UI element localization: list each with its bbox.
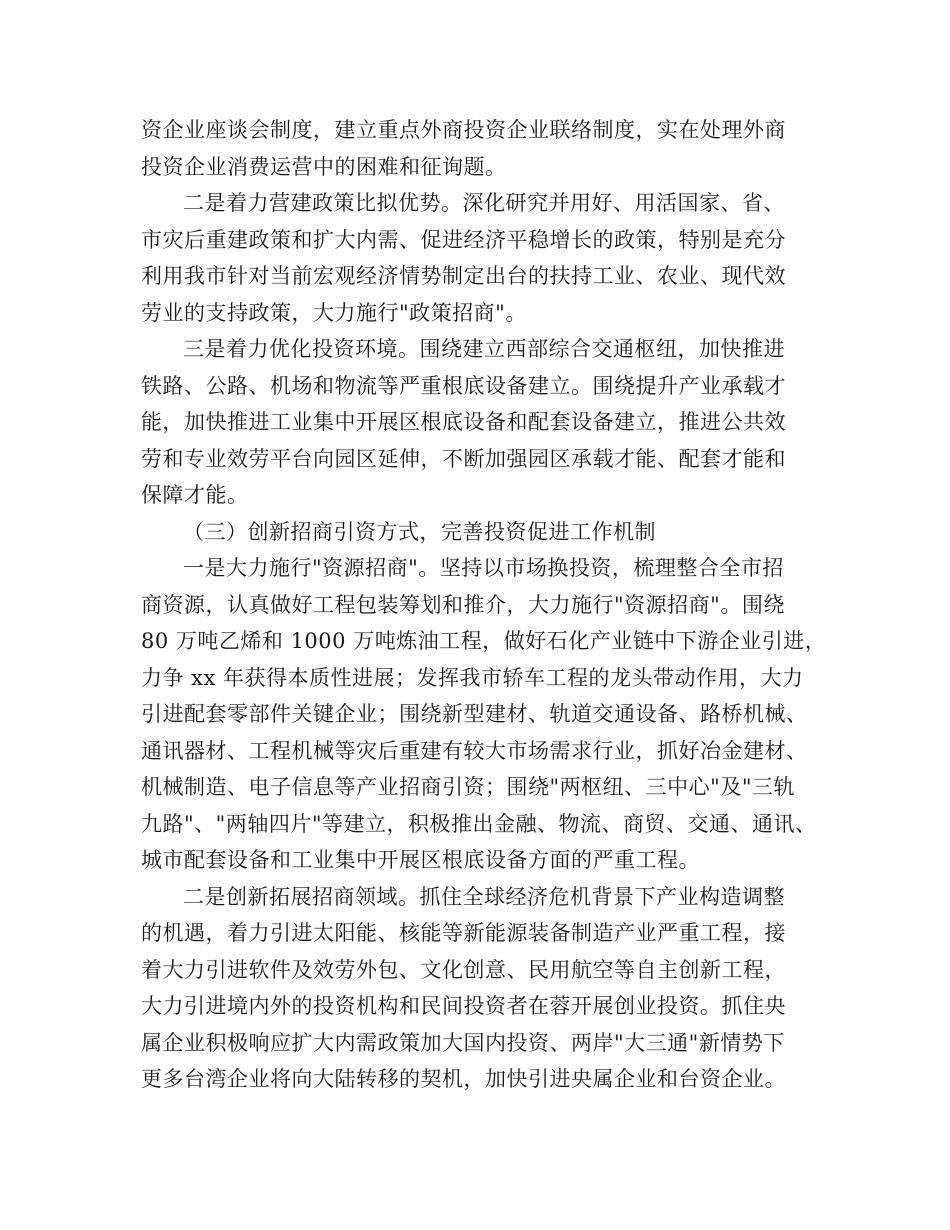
text-line: 商资源，认真做好工程包装筹划和推介，大力施行"资源招商"。围绕 (141, 592, 785, 617)
paragraph-start-line: 二是着力营建政策比拟优势。深化研究并用好、用活国家、省、 (183, 191, 785, 215)
paragraph-start-line: 三是着力优化投资环境。围绕建立西部综合交通枢纽，加快推进 (183, 337, 785, 361)
text-line: 机械制造、电子信息等产业招商引资；围绕"两枢纽、三中心"及"三轨 (141, 775, 795, 799)
text-line: 保障才能。 (141, 483, 249, 507)
text-line: 铁路、公路、机场和物流等严重根底设备建立。围绕提升产业承载才 (141, 373, 786, 398)
text-line: 能，加快推进工业集中开展区根底设备和配套设备建立，推进公共效 (141, 410, 786, 434)
text-line: 资企业座谈会制度，建立重点外商投资企业联络制度，实在处理外商 (141, 118, 786, 142)
text-line: 投资企业消费运营中的困难和征询题。 (141, 154, 507, 179)
text-line: 80 万吨乙烯和 1000 万吨炼油工程，做好石化产业链中下游企业引进， (141, 629, 827, 653)
text-line: 大力引进境内外的投资机构和民间投资者在蓉开展创业投资。抓住央 (141, 994, 786, 1018)
text-line: 的机遇，着力引进太阳能、核能等新能源装备制造产业严重工程，接 (141, 921, 786, 945)
text-line: 九路"、"两轴四片"等建立，积极推出金融、物流、商贸、交通、通讯、 (141, 811, 817, 836)
section-heading: （三）创新招商引资方式，完善投资促进工作机制 (183, 519, 656, 544)
text-line: 引进配套零部件关键企业；围绕新型建材、轨道交通设备、路桥机械、 (141, 702, 808, 726)
text-line: 利用我市针对当前宏观经济情势制定出台的扶持工业、农业、现代效 (141, 264, 786, 288)
text-line: 更多台湾企业将向大陆转移的契机，加快引进央属企业和台资企业。 (141, 1067, 786, 1091)
text-line: 劳业的支持政策，大力施行"政策招商"。 (141, 300, 527, 325)
text-line: 着大力引进软件及效劳外包、文化创意、民用航空等自主创新工程， (141, 957, 786, 982)
text-line: 属企业积极响应扩大内需政策加大国内投资、两岸"大三通"新情势下 (141, 1030, 785, 1055)
paragraph-start-line: 一是大力施行"资源招商"。坚持以市场换投资，梳理整合全市招 (183, 556, 784, 580)
paragraph-start-line: 二是创新拓展招商领域。抓住全球经济危机背景下产业构造调整 (183, 884, 785, 909)
text-line: 市灾后重建政策和扩大内需、促进经济平稳增长的政策，特别是充分 (141, 227, 786, 252)
text-line: 力争 xx 年获得本质性进展；发挥我市轿车工程的龙头带动作用，大力 (141, 665, 804, 690)
text-line: 城市配套设备和工业集中开展区根底设备方面的严重工程。 (141, 848, 700, 872)
text-line: 通讯器材、工程机械等灾后重建有较大市场需求行业，抓好冶金建材、 (141, 738, 808, 763)
text-line: 劳和专业效劳平台向园区延伸，不断加强园区承载才能、配套才能和 (141, 446, 786, 471)
document-body (141, 112, 831, 1098)
